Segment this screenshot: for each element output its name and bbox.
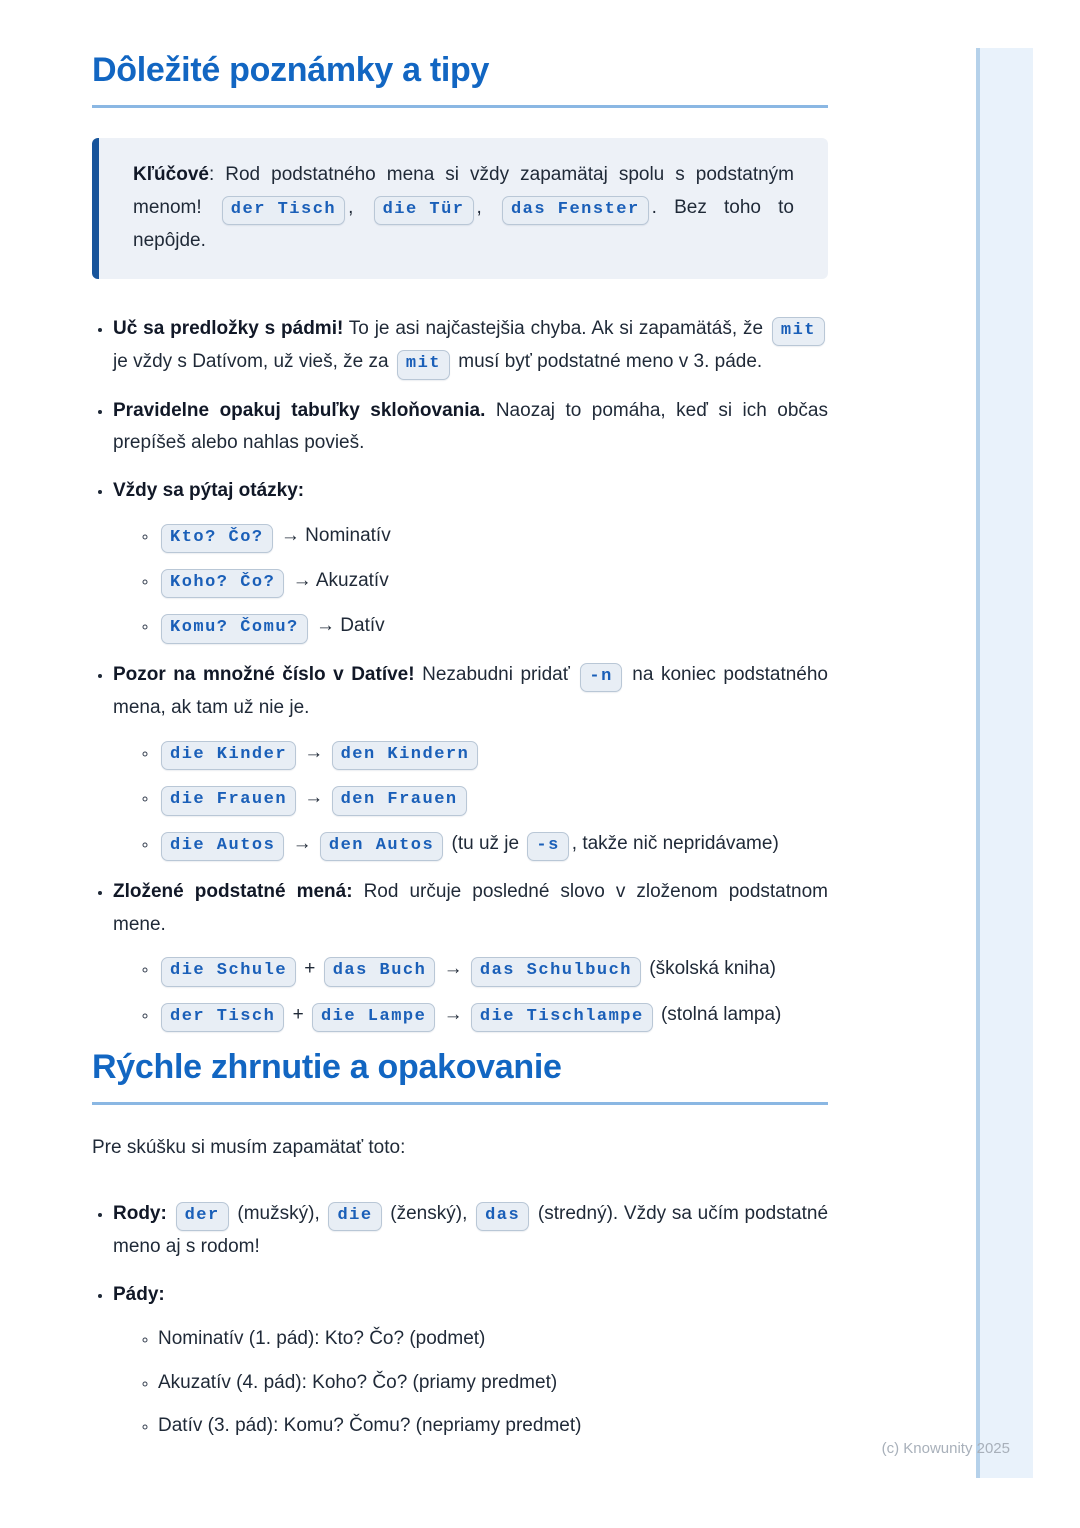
inline-code-badge: -s: [527, 832, 568, 861]
inline-code-badge: den Autos: [320, 832, 443, 861]
inline-code-badge: die Lampe: [312, 1003, 435, 1032]
list-item-text: [113, 475, 828, 508]
inline-code-badge: das Fenster: [502, 196, 649, 225]
notes-list: [92, 313, 828, 1032]
sub-item: ◦ die Schule + das Buch → das Schulbuch (školská kniha): [158, 954, 828, 986]
sub-item: ◦ Datív (3. pád): Komu? Čomu? (nepriamy predmet): [158, 1411, 828, 1441]
sub-list: [113, 1324, 828, 1441]
bold-text: Vždy sa pýtaj otázky:: [113, 479, 305, 501]
key-callout: [92, 138, 828, 279]
bold-text: Kľúčové: [133, 164, 209, 186]
inline-code-badge: Kto? Čo?: [161, 524, 273, 553]
list-item-text: • Uč sa predložky s pádmi! To je asi najčastejšia chyba. Ak si zapamätáš, že mit je vždy s Datívom, už vieš, že za mit musí byť podstatné meno v 3. páde.: [113, 313, 828, 380]
sub-list: [113, 738, 828, 861]
sub-item: ◦ die Frauen → den Frauen: [158, 783, 828, 815]
list-item: [113, 395, 828, 460]
list-item-text: • Pravidelne opakuj tabuľky skloňovania. Naozaj to pomáha, keď si ich občas prepíšeš alebo nahlas povieš.: [113, 399, 828, 454]
sub-item: ◦ Nominatív (1. pád): Kto? Čo? (podmet): [158, 1324, 828, 1354]
bold-text: Zložené podstatné mená:: [113, 881, 353, 903]
page-content: [92, 0, 828, 1442]
inline-code-badge: die Autos: [161, 832, 284, 861]
list-item: [113, 475, 828, 644]
section-title-summary: Rýchle zhrnutie a opakovanie: [92, 1047, 828, 1105]
summary-list: [92, 1198, 828, 1442]
sub-list: [113, 521, 828, 644]
list-item: [113, 1198, 828, 1264]
inline-code-badge: der: [176, 1202, 229, 1231]
bold-text: Rody:: [113, 1202, 167, 1224]
list-item: [113, 876, 828, 1032]
inline-code-badge: das Schulbuch: [471, 957, 641, 986]
sub-item: ◦ Kto? Čo? → Nominatív: [158, 521, 828, 553]
inline-code-badge: die Kinder: [161, 741, 296, 770]
list-item-text: [113, 1279, 828, 1312]
section-title-notes: Dôležité poznámky a tipy: [92, 50, 828, 108]
sub-item: ◦ Komu? Čomu? → Datív: [158, 611, 828, 643]
inline-code-badge: die Frauen: [161, 786, 296, 815]
sub-item: ◦ die Kinder → den Kindern: [158, 738, 828, 770]
inline-code-badge: mit: [772, 317, 825, 346]
sub-item: ◦ Koho? Čo? → Akuzatív: [158, 566, 828, 598]
sub-list: [113, 954, 828, 1032]
inline-code-badge: die Tischlampe: [471, 1003, 653, 1032]
copyright-footer: (c) Knowunity 2025: [881, 1440, 1010, 1457]
right-margin-stripe: [976, 48, 1033, 1478]
bold-text: Pravidelne opakuj tabuľky skloňovania.: [113, 399, 486, 421]
inline-code-badge: das: [476, 1202, 529, 1231]
list-item-text: • Pozor na množné číslo v Datíve! Nezabudni pridať -n na koniec podstatného mena, ak tam už nie je.: [113, 663, 828, 719]
list-item: [113, 1279, 828, 1442]
callout-text: Kľúčové: Rod podstatného mena si vždy zapamätaj spolu s podstatným menom! der Tisch , die Tür , das Fenster . Bez toho to nepôjde.: [133, 164, 795, 252]
sub-item: ◦ Akuzatív (4. pád): Koho? Čo? (priamy predmet): [158, 1368, 828, 1398]
list-item-text: • Rody: der (mužský), die (ženský), das (stredný). Vždy sa učím podstatné meno aj s rodom!: [113, 1202, 829, 1258]
inline-code-badge: der Tisch: [161, 1003, 284, 1032]
inline-code-badge: -n: [580, 663, 621, 692]
list-item: [113, 313, 828, 380]
inline-code-badge: die: [328, 1202, 381, 1231]
inline-code-badge: Komu? Čomu?: [161, 614, 308, 643]
inline-code-badge: die Schule: [161, 957, 296, 986]
inline-code-badge: den Kindern: [332, 741, 479, 770]
summary-intro: Pre skúšku si musím zapamätať toto:: [92, 1137, 406, 1159]
inline-code-badge: mit: [397, 350, 450, 379]
bold-text: Pády:: [113, 1283, 165, 1305]
sub-item: ◦ der Tisch + die Lampe → die Tischlampe (stolná lampa): [158, 1000, 828, 1032]
list-item: [113, 659, 828, 861]
inline-code-badge: den Frauen: [332, 786, 467, 815]
inline-code-badge: der Tisch: [222, 196, 345, 225]
inline-code-badge: Koho? Čo?: [161, 569, 284, 598]
inline-code-badge: das Buch: [324, 957, 436, 986]
list-item-text: • Zložené podstatné mená: Rod určuje posledné slovo v zloženom podstatnom mene.: [113, 881, 828, 935]
sub-item: ◦ die Autos → den Autos (tu už je -s , takže nič nepridávame): [158, 829, 828, 861]
bold-text: Pozor na množné číslo v Datíve!: [113, 663, 415, 685]
bold-text: Uč sa predložky s pádmi!: [113, 317, 344, 339]
inline-code-badge: die Tür: [374, 196, 474, 225]
